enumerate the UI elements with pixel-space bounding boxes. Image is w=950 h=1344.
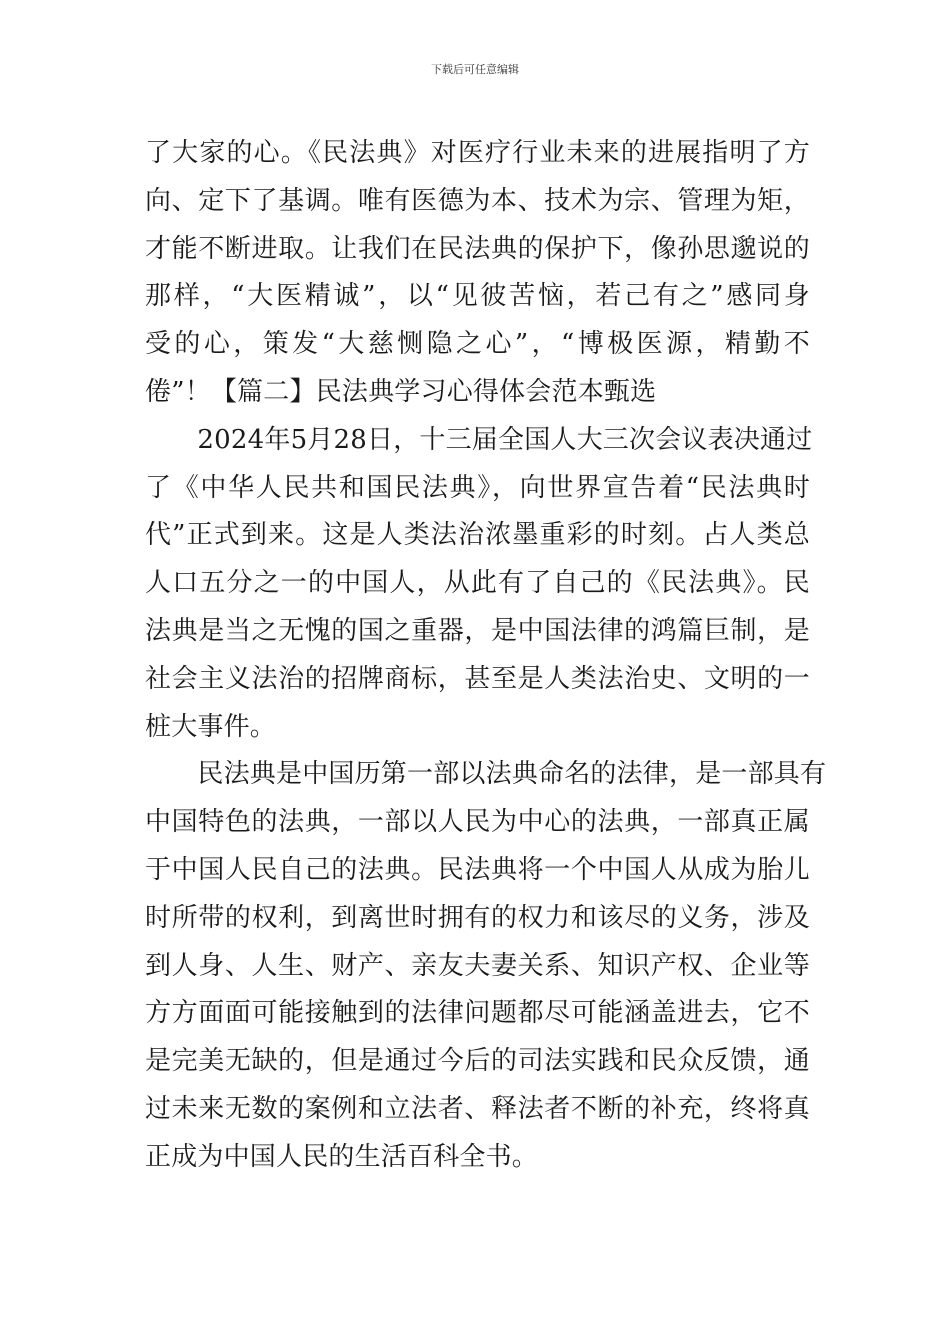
paragraph-1 (145, 130, 810, 417)
paragraph-2 (145, 417, 813, 752)
text-line: 才能不断进取。让我们在民法典的保护下，像孙思邈说的 (145, 233, 810, 264)
page-header: 下载后可任意编辑 (431, 63, 519, 76)
text-line: 是完美无缺的，但是通过今后的司法实践和民众反馈，通 (145, 1046, 810, 1077)
text-line: 桩大事件。 (145, 711, 277, 742)
text-line: 于中国人民自己的法典。民法典将一个中国人从成为胎儿 (145, 854, 810, 885)
text-line: 代”正式到来。这是人类法治浓墨重彩的时刻。占人类总 (145, 520, 810, 551)
paragraph-3 (145, 751, 827, 1181)
text-line: 了《中华人民共和国民法典》，向世界宣告着“民法典时 (145, 472, 810, 503)
text-line: 民法典是中国历第一部以法典命名的法律，是一部具有 (145, 759, 827, 790)
text-line: 人口五分之一的中国人，从此有了自己的《民法典》。民 (145, 568, 810, 599)
text-line: 那样，“大医精诚”，以“见彼苦恼，若己有之”感同身 (145, 281, 810, 312)
text-line: 时所带的权利，到离世时拥有的权力和该尽的义务，涉及 (145, 902, 810, 933)
text-line: 了大家的心。《民法典》对医疗行业未来的进展指明了方 (145, 138, 810, 168)
text-line: 法典是当之无愧的国之重器，是中国法律的鸿篇巨制，是 (145, 615, 810, 646)
text-line: 正成为中国人民的生活百科全书。 (145, 1141, 539, 1172)
text-line: 社会主义法治的招牌商标，甚至是人类法治史、文明的一 (145, 663, 810, 694)
text-line: 受的心，策发“大慈恻隐之心”，“博极医源，精勤不 (145, 329, 810, 360)
text-line: 到人身、人生、财产、亲友夫妻关系、知识产权、企业等 (145, 950, 810, 981)
text-line: 2024年5月28日，十三届全国人大三次会议表决通过 (145, 424, 813, 455)
text-line: 中国特色的法典，一部以人民为中心的法典，一部真正属 (145, 807, 810, 838)
text-line: 过未来无数的案例和立法者、释法者不断的补充，终将真 (145, 1093, 810, 1124)
text-line: 倦”！【篇二】民法典学习心得体会范本甄选 (145, 376, 657, 407)
document-body (145, 130, 827, 1182)
text-line: 向、定下了基调。唯有医德为本、技术为宗、管理为矩， (145, 185, 810, 216)
text-line: 方方面面可能接触到的法律问题都尽可能涵盖进去，它不 (145, 998, 810, 1029)
